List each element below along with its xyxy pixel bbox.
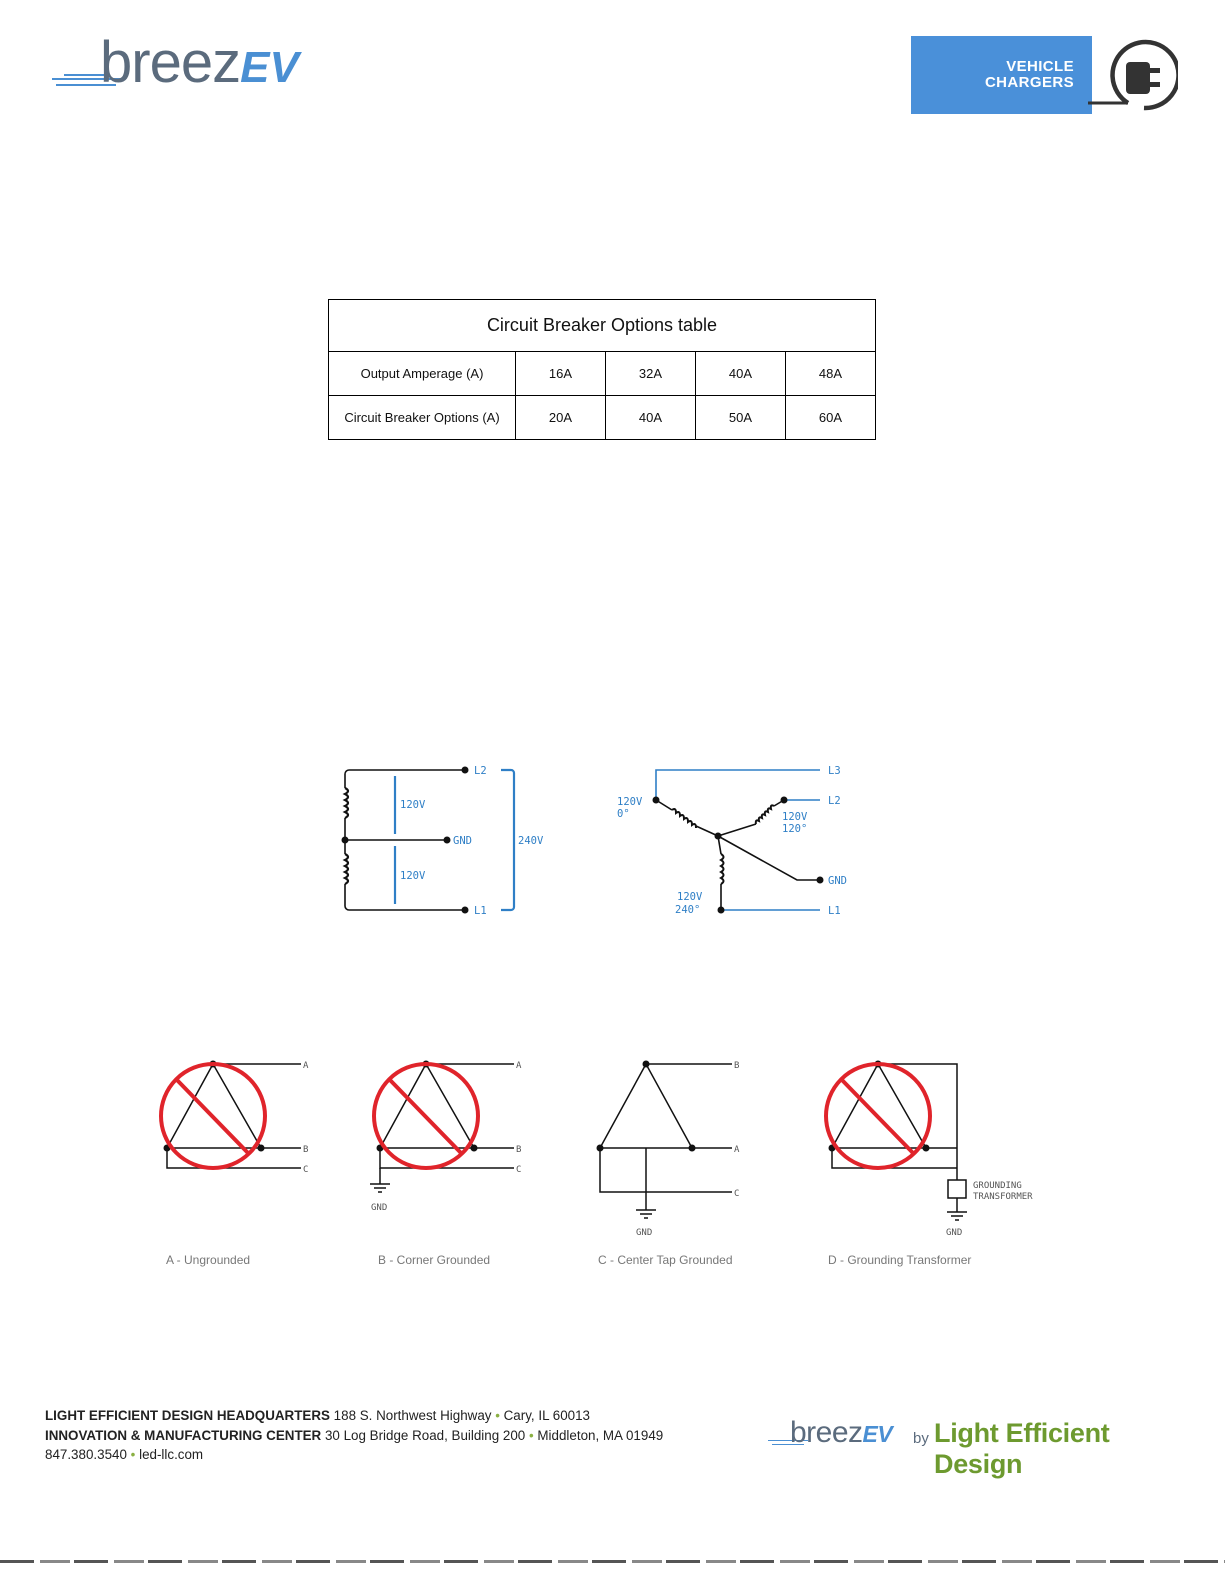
table-cell: 48A [786,352,876,396]
footer-line-hq: LIGHT EFFICIENT DESIGN HEADQUARTERS 188 S. Northwest Highway • Cary, IL 60013 [45,1408,590,1423]
label-l1: L1 [474,905,487,917]
terminal-a: A [734,1145,740,1155]
footer-brand-logo [766,1416,1176,1479]
label-l2: L2 [828,795,841,807]
table-cell: 50A [696,396,786,440]
label-gnd: GND [453,835,472,847]
terminal-b: B [303,1145,309,1155]
label-v-total: 240V [518,835,544,847]
footer-address [45,1406,663,1465]
label-v-bottom: 120V [400,870,426,882]
terminal-c: C [303,1165,309,1175]
footer-line-contact: 847.380.3540 • led-llc.com [45,1447,204,1462]
phase-a-voltage: 120V [617,796,643,808]
footer-line-imc: INNOVATION & MANUFACTURING CENTER 30 Log Bridge Road, Building 200 • Middleton, MA 01949 [45,1427,664,1443]
logo-wordmark: breezEV [100,30,299,95]
footer-by: by [913,1430,929,1447]
delta-corner-grounded [368,1052,538,1217]
label-l2: L2 [474,765,487,777]
terminal-b: B [516,1145,522,1155]
label-l1: L1 [828,905,841,917]
split-phase-diagram [335,758,565,923]
terminal-c: C [516,1165,522,1175]
label-gnd: GND [636,1228,653,1238]
table-cell: 40A [696,352,786,396]
table-title: Circuit Breaker Options table [329,300,876,352]
caption-a: A - Ungrounded [166,1253,251,1267]
grounding-label-2: TRANSFORMER [973,1192,1033,1202]
label-gnd: GND [828,875,847,887]
vehicle-chargers-badge [911,36,1092,114]
footer-phone: 847.380.3540 [45,1447,127,1462]
label-gnd: GND [371,1203,388,1213]
table-cell: 60A [786,396,876,440]
phase-b-angle: 120° [782,823,808,835]
badge-line-1: VEHICLE [1006,58,1074,75]
badge-line-2: CHARGERS [984,74,1074,91]
label-v-top: 120V [400,799,426,811]
phase-b-voltage: 120V [782,811,808,823]
footer-logo-wordmark: breezEV [790,1416,893,1449]
delta-ungrounded [155,1052,325,1182]
terminal-a: A [303,1061,309,1071]
grounding-label-1: GROUNDING [973,1181,1022,1191]
phase-a-angle: 0° [617,808,630,820]
footer-brand-name: Light Efficient Design [934,1418,1110,1479]
delta-grounding-transformer [815,1052,1065,1242]
bottom-divider [0,1560,1225,1563]
delta-center-tap-grounded [590,1052,760,1242]
label-l3: L3 [828,765,841,777]
row-label: Output Amperage (A) [329,352,516,396]
table-cell: 40A [606,396,696,440]
footer-web-link[interactable]: led-llc.com [139,1447,204,1462]
label-gnd: GND [946,1228,963,1238]
terminal-b: B [734,1061,740,1071]
caption-c: C - Center Tap Grounded [598,1253,733,1267]
wye-diagram [612,758,872,923]
caption-d: D - Grounding Transformer [828,1253,972,1267]
phase-c-angle: 240° [675,904,701,916]
row-label: Circuit Breaker Options (A) [329,396,516,440]
table-cell: 32A [606,352,696,396]
caption-b: B - Corner Grounded [378,1253,491,1267]
charger-plug-icon [1088,38,1178,118]
circuit-breaker-table [328,299,876,440]
table-row [329,352,876,396]
terminal-c: C [734,1189,740,1199]
table-cell: 20A [516,396,606,440]
table-row [329,396,876,440]
table-cell: 16A [516,352,606,396]
terminal-a: A [516,1061,522,1071]
breezev-logo [52,30,322,96]
phase-c-voltage: 120V [677,891,703,903]
